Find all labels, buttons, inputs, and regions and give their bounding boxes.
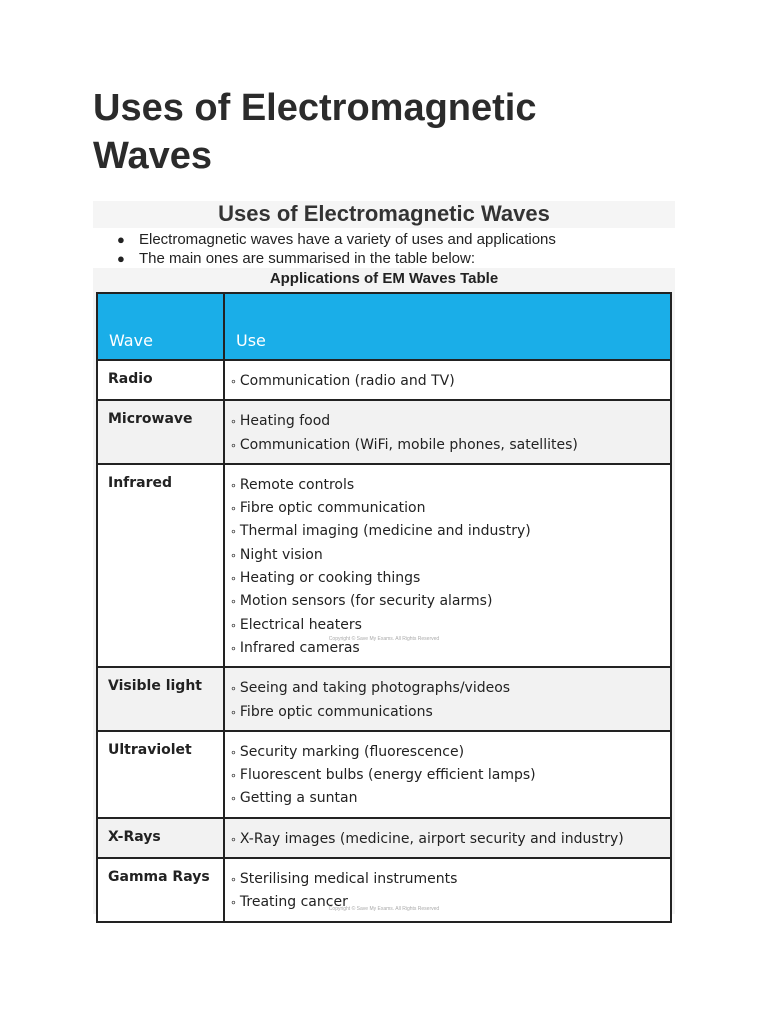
bullet-item <box>93 249 675 268</box>
table-header-row <box>97 293 671 360</box>
use-item <box>230 868 664 891</box>
bullet-dot-icon: ● <box>117 251 125 266</box>
wave-name-cell: Radio <box>97 360 224 400</box>
section-heading: Uses of Electromagnetic Waves <box>218 201 550 226</box>
use-item <box>230 370 664 393</box>
use-item <box>230 764 664 787</box>
use-item <box>230 787 664 810</box>
table-row <box>97 731 671 818</box>
ring-bullet-icon: ∘ <box>230 792 237 806</box>
ring-bullet-icon: ∘ <box>230 595 237 609</box>
bullet-item <box>93 230 675 249</box>
wave-name-cell: X-Rays <box>97 818 224 858</box>
use-item-text: Treating cancer <box>239 894 348 911</box>
use-item <box>230 520 664 543</box>
use-item <box>230 474 664 497</box>
ring-bullet-icon: ∘ <box>230 478 237 492</box>
use-item <box>230 614 664 637</box>
ring-bullet-icon: ∘ <box>230 682 237 696</box>
table-row <box>97 360 671 400</box>
ring-bullet-icon: ∘ <box>230 745 237 759</box>
use-item-text: Thermal imaging (medicine and industry) <box>239 523 531 540</box>
use-item <box>230 828 664 851</box>
ring-bullet-icon: ∘ <box>230 415 237 429</box>
ring-bullet-icon: ∘ <box>230 548 237 562</box>
use-item-text: Security marking (fluorescence) <box>239 743 465 760</box>
use-item <box>230 544 664 567</box>
ring-bullet-icon: ∘ <box>230 375 237 388</box>
ring-bullet-icon: ∘ <box>230 873 237 887</box>
ring-bullet-icon: ∘ <box>230 832 237 846</box>
use-item <box>230 677 664 700</box>
wave-name-cell: Microwave <box>97 400 224 464</box>
wave-uses-cell <box>224 731 671 818</box>
use-item-text: Remote controls <box>239 476 355 493</box>
use-item-text: Seeing and taking photographs/videos <box>239 680 511 697</box>
use-item-text: Communication (radio and TV) <box>239 373 455 389</box>
copyright-footer: Copyright © Save My Exams. All Rights Reserved <box>328 906 440 912</box>
column-header-wave: Wave <box>97 293 224 360</box>
use-item <box>230 434 664 457</box>
use-item <box>230 590 664 613</box>
use-item-text: X-Ray images (medicine, airport security and industry) <box>239 830 624 847</box>
use-item-text: Fluorescent bulbs (energy efficient lamps) <box>239 767 536 784</box>
use-item <box>230 497 664 520</box>
wave-uses-cell <box>224 818 671 858</box>
wave-uses-cell <box>224 400 671 464</box>
table-caption: Applications of EM Waves Table <box>269 270 499 287</box>
use-item-text: Electrical heaters <box>239 616 362 633</box>
intro-bullet-list <box>93 230 675 268</box>
wave-name-cell: Gamma Rays <box>97 858 224 922</box>
ring-bullet-icon: ∘ <box>230 502 237 516</box>
bullet-dot-icon: ● <box>117 232 125 247</box>
wave-name-cell: Ultraviolet <box>97 731 224 818</box>
page-title: Uses of Electromagnetic Waves <box>93 87 537 177</box>
bullet-text: The main ones are summarised in the table below: <box>139 250 476 267</box>
use-item-text: Getting a suntan <box>239 790 358 807</box>
use-item <box>230 410 664 433</box>
use-item <box>230 741 664 764</box>
bullet-text: Electromagnetic waves have a variety of uses and applications <box>139 231 556 248</box>
use-item-text: Heating or cooking things <box>239 570 421 587</box>
wave-uses-cell <box>224 667 671 731</box>
table-row <box>97 818 671 858</box>
wave-uses-cell <box>224 858 671 922</box>
ring-bullet-icon: ∘ <box>230 769 237 783</box>
use-item-text: Communication (WiFi, mobile phones, satellites) <box>239 436 578 453</box>
table-row <box>97 400 671 464</box>
use-item-text: Infrared cameras <box>239 639 360 656</box>
use-item-text: Motion sensors (for security alarms) <box>239 593 493 610</box>
use-item <box>230 701 664 724</box>
ring-bullet-icon: ∘ <box>230 572 237 586</box>
ring-bullet-icon: ∘ <box>230 525 237 539</box>
use-item-text: Heating food <box>239 413 331 430</box>
wave-name-cell: Infrared <box>97 464 224 667</box>
ring-bullet-icon: ∘ <box>230 896 237 910</box>
use-item-text: Sterilising medical instruments <box>239 871 458 888</box>
table-row <box>97 667 671 731</box>
ring-bullet-icon: ∘ <box>230 438 237 452</box>
wave-uses-cell <box>224 360 671 400</box>
ring-bullet-icon: ∘ <box>230 705 237 719</box>
ring-bullet-icon: ∘ <box>230 641 237 655</box>
use-item-text: Fibre optic communications <box>239 703 433 720</box>
wave-name-cell: Visible light <box>97 667 224 731</box>
table-row <box>97 858 671 922</box>
use-item <box>230 567 664 590</box>
use-item-text: Fibre optic communication <box>239 500 426 517</box>
ring-bullet-icon: ∘ <box>230 618 237 632</box>
copyright-watermark: Copyright © Save My Exams. All Rights Reserved <box>328 636 440 642</box>
use-item-text: Night vision <box>239 546 323 563</box>
column-header-use: Use <box>224 293 671 360</box>
em-waves-table <box>96 292 672 923</box>
